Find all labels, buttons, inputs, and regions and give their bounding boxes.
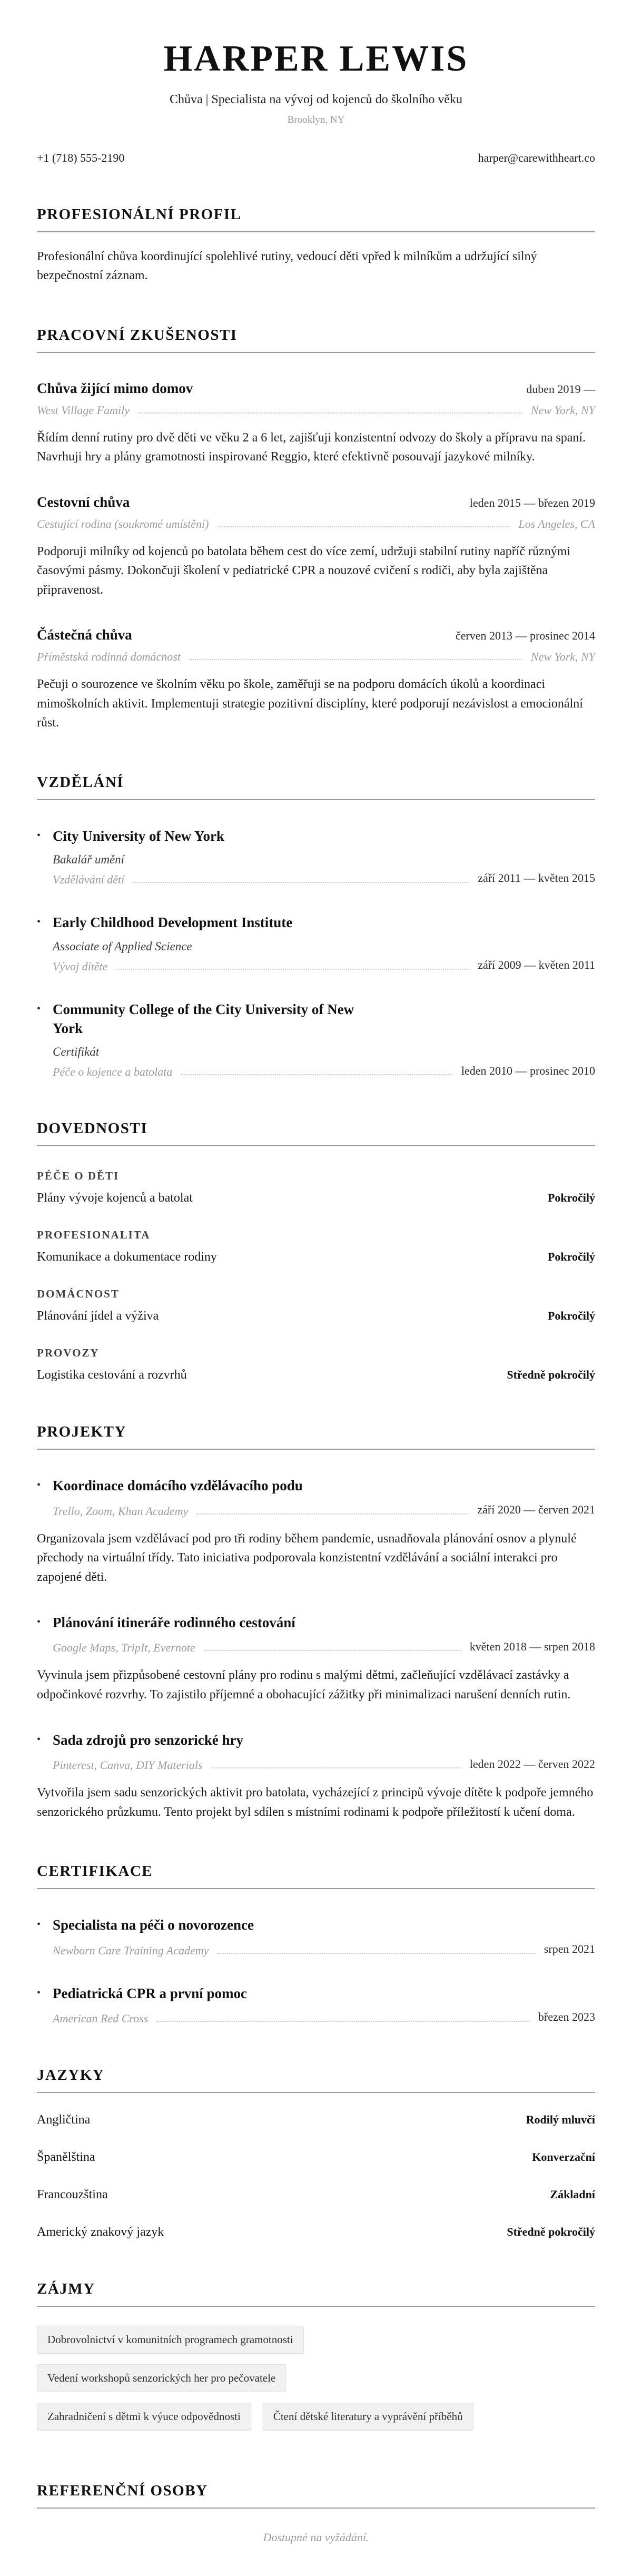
section-heading-experience: PRACOVNÍ ZKUŠENOSTI: [37, 327, 595, 353]
job-company: Příměstská rodinná domácnost: [37, 650, 181, 664]
certification-issuer: Newborn Care Training Academy: [53, 1943, 209, 1957]
education-dates: září 2011 — květen 2015: [478, 871, 595, 885]
chip-row: [37, 2326, 595, 2364]
headline: Chůva | Specialista na vývoj od kojenců do školního věku: [169, 93, 463, 106]
bullet-icon: [37, 1731, 53, 1749]
job-entry: [37, 380, 595, 467]
section-profile: [37, 206, 595, 286]
chip-row: [37, 2364, 595, 2403]
education-details: [53, 1038, 595, 1079]
project-dates: září 2020 — červen 2021: [477, 1502, 595, 1516]
skill-category: PROVOZY: [37, 1346, 100, 1360]
education-title-row: [37, 913, 595, 932]
job-title-row: [37, 494, 595, 510]
dotted-leader: [217, 1953, 535, 1954]
project-name: Plánování itineráře rodinného cestování: [53, 1615, 295, 1631]
dotted-leader: [156, 2021, 530, 2022]
section-certifications: [37, 1863, 595, 2025]
education-details: [53, 845, 595, 887]
language-level: Konverzační: [532, 2150, 595, 2164]
education-entry: [37, 913, 595, 973]
phone-number: +1 (718) 555-2190: [37, 151, 125, 164]
certification-title-row: [37, 1984, 595, 2003]
bullet-icon: [37, 1000, 53, 1038]
project-entry: [37, 1613, 595, 1704]
candidate-name: HARPER LEWIS: [163, 38, 469, 79]
skill-category: DOMÁCNOST: [37, 1287, 120, 1301]
bullet-icon: [37, 1915, 53, 1934]
certification-details: [53, 1941, 595, 1958]
project-name: Koordinace domácího vzdělávacího podu: [53, 1478, 303, 1494]
skill-row: [37, 1368, 595, 1382]
job-description: Řídím denní rutiny pro dvě děti ve věku 2 a 6 let, zajišťuji konzistentní odvozy do školy a přípravu na spaní. Navrhuji hry a plány gramotnosti inspirované Reggio, které efektivně posouvají jazykové milníky.: [37, 430, 586, 464]
skill-category: PROFESIONALITA: [37, 1228, 151, 1242]
skill-name: Plány vývoje kojenců a batolat: [37, 1191, 193, 1205]
field-of-study: Vývoj dítěte: [53, 959, 108, 973]
certification-title-row: [37, 1915, 595, 1934]
project-description: Vytvořila jsem sadu senzorických aktivit pro batolata, vycházející z principů vývoje dítěte k podpoře jemného senzorického průzkumu. Tento projekt byl sdílen s místními rodinami k podpoře příležitostí k učení doma.: [37, 1786, 594, 1819]
education-dates: leden 2010 — prosinec 2010: [461, 1064, 595, 1077]
language-row: [37, 2188, 595, 2202]
skill-group: [37, 1287, 595, 1323]
chip-row: [37, 2403, 595, 2441]
project-name: Sada zdrojů pro senzorické hry: [53, 1732, 244, 1748]
section-heading-references: REFERENČNÍ OSOBY: [37, 2482, 595, 2509]
section-projects: [37, 1423, 595, 1822]
section-heading-education: VZDĚLÁNÍ: [37, 774, 595, 800]
location: Brooklyn, NY: [287, 114, 345, 125]
job-entry: [37, 627, 595, 732]
job-dates: duben 2019 —: [526, 382, 595, 396]
skill-level: Pokročilý: [547, 1250, 595, 1264]
skill-row: [37, 1191, 595, 1205]
job-description: Pečuji o sourozence ve školním věku po škole, zaměřuji se na podporu domácích úkolů a koordinaci mimoškolních aktivit. Implementuji strategie pozitivní disciplíny, které podporují nezávislost a emocionální růst.: [37, 677, 583, 730]
education-title-row: [37, 827, 595, 845]
education-details: [53, 932, 595, 974]
section-experience: [37, 327, 595, 733]
section-references: [37, 2482, 595, 2544]
skill-name: Logistika cestování a rozvrhů: [37, 1368, 187, 1382]
job-title-row: [37, 380, 595, 397]
dotted-leader: [211, 1767, 461, 1768]
bullet-icon: [37, 1984, 53, 2003]
project-title-row: [37, 1731, 595, 1749]
dotted-leader: [181, 1074, 453, 1075]
skill-name: Plánování jídel a výživa: [37, 1309, 159, 1323]
language-level: Základní: [550, 2187, 595, 2201]
education-entry: [37, 827, 595, 887]
education-dates: září 2009 — květen 2011: [478, 958, 595, 971]
school-name: City University of New York: [53, 828, 224, 844]
interest-chip: Zahradničení s dětmi k výuce odpovědnosti: [37, 2403, 251, 2431]
language-row: [37, 2113, 595, 2127]
language-name: Francouzština: [37, 2187, 108, 2201]
certification-name: Pediatrická CPR a první pomoc: [53, 1985, 247, 2001]
section-skills: [37, 1120, 595, 1382]
school-name: Early Childhood Development Institute: [53, 915, 293, 931]
dotted-leader: [204, 1650, 461, 1651]
job-title-row: [37, 627, 595, 643]
job-location: Los Angeles, CA: [518, 517, 595, 530]
job-dates: červen 2013 — prosinec 2014: [455, 629, 595, 643]
interest-chip: Dobrovolnictví v komunitních programech gramotnosti: [37, 2326, 304, 2354]
skill-level: Pokročilý: [547, 1309, 595, 1323]
job-title: Cestovní chůva: [37, 494, 130, 510]
certification-name: Specialista na péči o novorozence: [53, 1917, 254, 1933]
skill-group: [37, 1346, 595, 1382]
certification-date: březen 2023: [538, 2010, 595, 2024]
job-company: West Village Family: [37, 403, 130, 417]
bullet-icon: [37, 827, 53, 845]
section-heading-projects: PROJEKTY: [37, 1423, 595, 1450]
certification-entry: [37, 1915, 595, 1957]
language-row: [37, 2225, 595, 2239]
bullet-icon: [37, 1613, 53, 1632]
project-entry: [37, 1476, 595, 1587]
dotted-leader: [133, 882, 469, 883]
education-entry: [37, 1000, 595, 1079]
job-dates: leden 2015 — březen 2019: [469, 496, 595, 509]
skill-category: PÉČE O DĚTI: [37, 1169, 120, 1183]
job-location: New York, NY: [530, 650, 595, 664]
job-description: Podporuji milníky od kojenců po batolata během cest do více zemí, udržuji stabilní rutiny napříč různými časovými pásmy. Dokončuji školení v pediatrické CPR a nouzové cvičení s rodiči, aby byla zajištěna připravenost.: [37, 544, 571, 597]
field-of-study: Vzdělávání dětí: [53, 873, 125, 887]
skill-row: [37, 1250, 595, 1264]
interest-chips: [37, 2326, 595, 2441]
certification-details: [53, 2009, 595, 2026]
bullet-icon: [37, 1476, 53, 1495]
skill-row: [37, 1309, 595, 1323]
job-company: Cestující rodina (soukromé umístění): [37, 517, 209, 530]
language-level: Rodilý mluvčí: [526, 2112, 595, 2126]
job-meta-row: [37, 650, 595, 664]
contact-row: [37, 151, 595, 165]
dotted-leader: [116, 969, 469, 970]
interest-chip: Čtení dětské literatury a vyprávění příběhů: [263, 2403, 473, 2431]
skill-level: Pokročilý: [547, 1191, 595, 1205]
skill-level: Středně pokročilý: [507, 1368, 595, 1382]
degree-name: Associate of Applied Science: [53, 939, 192, 953]
project-details: [53, 1756, 595, 1773]
job-meta-row: [37, 404, 595, 417]
language-name: Angličtina: [37, 2112, 91, 2127]
degree-name: Bakalář umění: [53, 853, 125, 867]
project-entry: [37, 1731, 595, 1822]
certification-date: srpen 2021: [544, 1942, 595, 1955]
project-description: Organizovala jsem vzdělávací pod pro tři rodiny během pandemie, usnadňovala plánování osnov a plynulé přechody na virtuální třídy. Tato iniciativa podporovala konzistentní vzdělávání a sociální interakci pro zapojené děti.: [37, 1531, 577, 1584]
section-heading-profile: PROFESIONÁLNÍ PROFIL: [37, 206, 595, 232]
project-dates: leden 2022 — červen 2022: [469, 1757, 595, 1771]
language-name: Španělština: [37, 2150, 95, 2164]
certification-entry: [37, 1984, 595, 2026]
skill-group: [37, 1169, 595, 1205]
project-tools: Google Maps, TripIt, Evernote: [53, 1641, 195, 1655]
project-dates: květen 2018 — srpen 2018: [469, 1639, 595, 1653]
project-title-row: [37, 1613, 595, 1632]
language-name: Americký znakový jazyk: [37, 2225, 164, 2239]
email-address: harper@carewithheart.co: [478, 151, 595, 164]
section-languages: [37, 2067, 595, 2239]
certification-issuer: American Red Cross: [53, 2011, 149, 2025]
project-tools: Trello, Zoom, Khan Academy: [53, 1504, 189, 1518]
references-note: Dostupné na vyžádání.: [263, 2530, 369, 2544]
section-interests: [37, 2280, 595, 2441]
language-level: Středně pokročilý: [507, 2225, 595, 2238]
project-title-row: [37, 1476, 595, 1495]
skill-group: [37, 1228, 595, 1264]
education-title-row: [37, 1000, 595, 1038]
dotted-leader: [218, 526, 510, 527]
job-location: New York, NY: [530, 403, 595, 417]
job-meta-row: [37, 517, 595, 531]
section-heading-certifications: CERTIFIKACE: [37, 1863, 595, 1889]
language-row: [37, 2150, 595, 2165]
project-tools: Pinterest, Canva, DIY Materials: [53, 1758, 203, 1772]
dotted-leader: [138, 412, 522, 414]
profile-text: Profesionální chůva koordinující spolehlivé rutiny, vedoucí děti vpřed k milníkům a udržující silný bezpečnostní záznam.: [37, 250, 537, 283]
dotted-leader: [196, 1513, 469, 1515]
interest-chip: Vedení workshopů senzorických her pro pečovatele: [37, 2364, 286, 2392]
job-title: Chůva žijící mimo domov: [37, 380, 193, 396]
section-heading-interests: ZÁJMY: [37, 2280, 595, 2307]
job-entry: [37, 494, 595, 599]
bullet-icon: [37, 913, 53, 932]
field-of-study: Péče o kojence a batolata: [53, 1065, 173, 1079]
project-details: [53, 1502, 595, 1518]
dotted-leader: [189, 659, 522, 660]
job-title: Částečná chůva: [37, 627, 132, 643]
skill-name: Komunikace a dokumentace rodiny: [37, 1250, 217, 1264]
project-details: [53, 1639, 595, 1655]
project-description: Vyvinula jsem přizpůsobené cestovní plány pro rodinu s malými dětmi, začleňující vzdělávací zastávky a odpočinkové rozvrhy. To zajistilo příjemné a obohacující zážitky při minimalizaci narušení denních rutin.: [37, 1668, 571, 1702]
resume-header: [37, 38, 595, 165]
section-heading-skills: DOVEDNOSTI: [37, 1120, 595, 1146]
section-heading-languages: JAZYKY: [37, 2067, 595, 2093]
section-education: [37, 774, 595, 1079]
degree-name: Certifikát: [53, 1045, 100, 1059]
school-name: Community College of the City University of New York: [53, 1001, 354, 1036]
